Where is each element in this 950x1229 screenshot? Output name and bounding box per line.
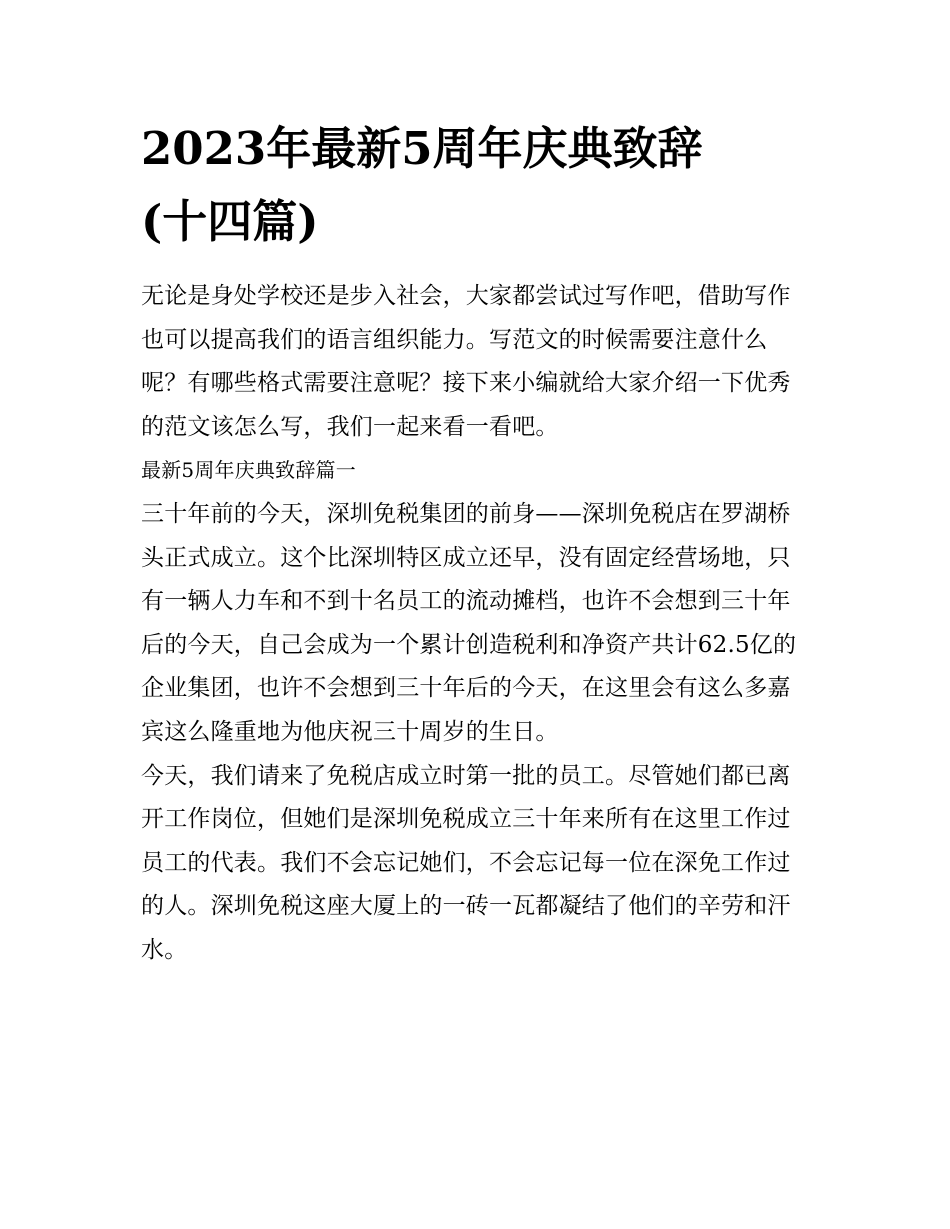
- document-title: [141, 112, 813, 258]
- body-paragraph-1: 三十年前的今天，深圳免税集团的前身——深圳免税店在罗湖桥头正式成立。这个比深圳特区成立还早，没有固定经营场地，只有一辆人力车和不到十名员工的流动摊档，也许不会想到三十年后的今天，自己会成为一个累计创造税利和净资产共计62.5亿的企业集团，也许不会想到三十年后的今天，在这里会有这么多嘉宾这么隆重地为他庆祝三十周岁的生日。: [141, 500, 797, 745]
- body-paragraph-2: 今天，我们请来了免税店成立时第一批的员工。尽管她们都已离开工作岗位，但她们是深圳免税成立三十年来所有在这里工作过员工的代表。我们不会忘记她们，不会忘记每一位在深免工作过的人。深圳免税这座大厦上的一砖一瓦都凝结了他们的辛劳和汗水。: [141, 762, 791, 963]
- title-line-1: 2023年最新5周年庆典致辞: [141, 122, 703, 175]
- document-body: [141, 112, 813, 973]
- title-line-2: (十四篇): [141, 195, 319, 248]
- intro-paragraph: 无论是身处学校还是步入社会，大家都尝试过写作吧，借助写作也可以提高我们的语言组织能力。写范文的时候需要注意什么呢？有哪些格式需要注意呢？接下来小编就给大家介绍一下优秀的范文该怎么写，我们一起来看一看吧。: [141, 283, 791, 440]
- section-heading: 最新5周年庆典致辞篇一: [141, 458, 356, 483]
